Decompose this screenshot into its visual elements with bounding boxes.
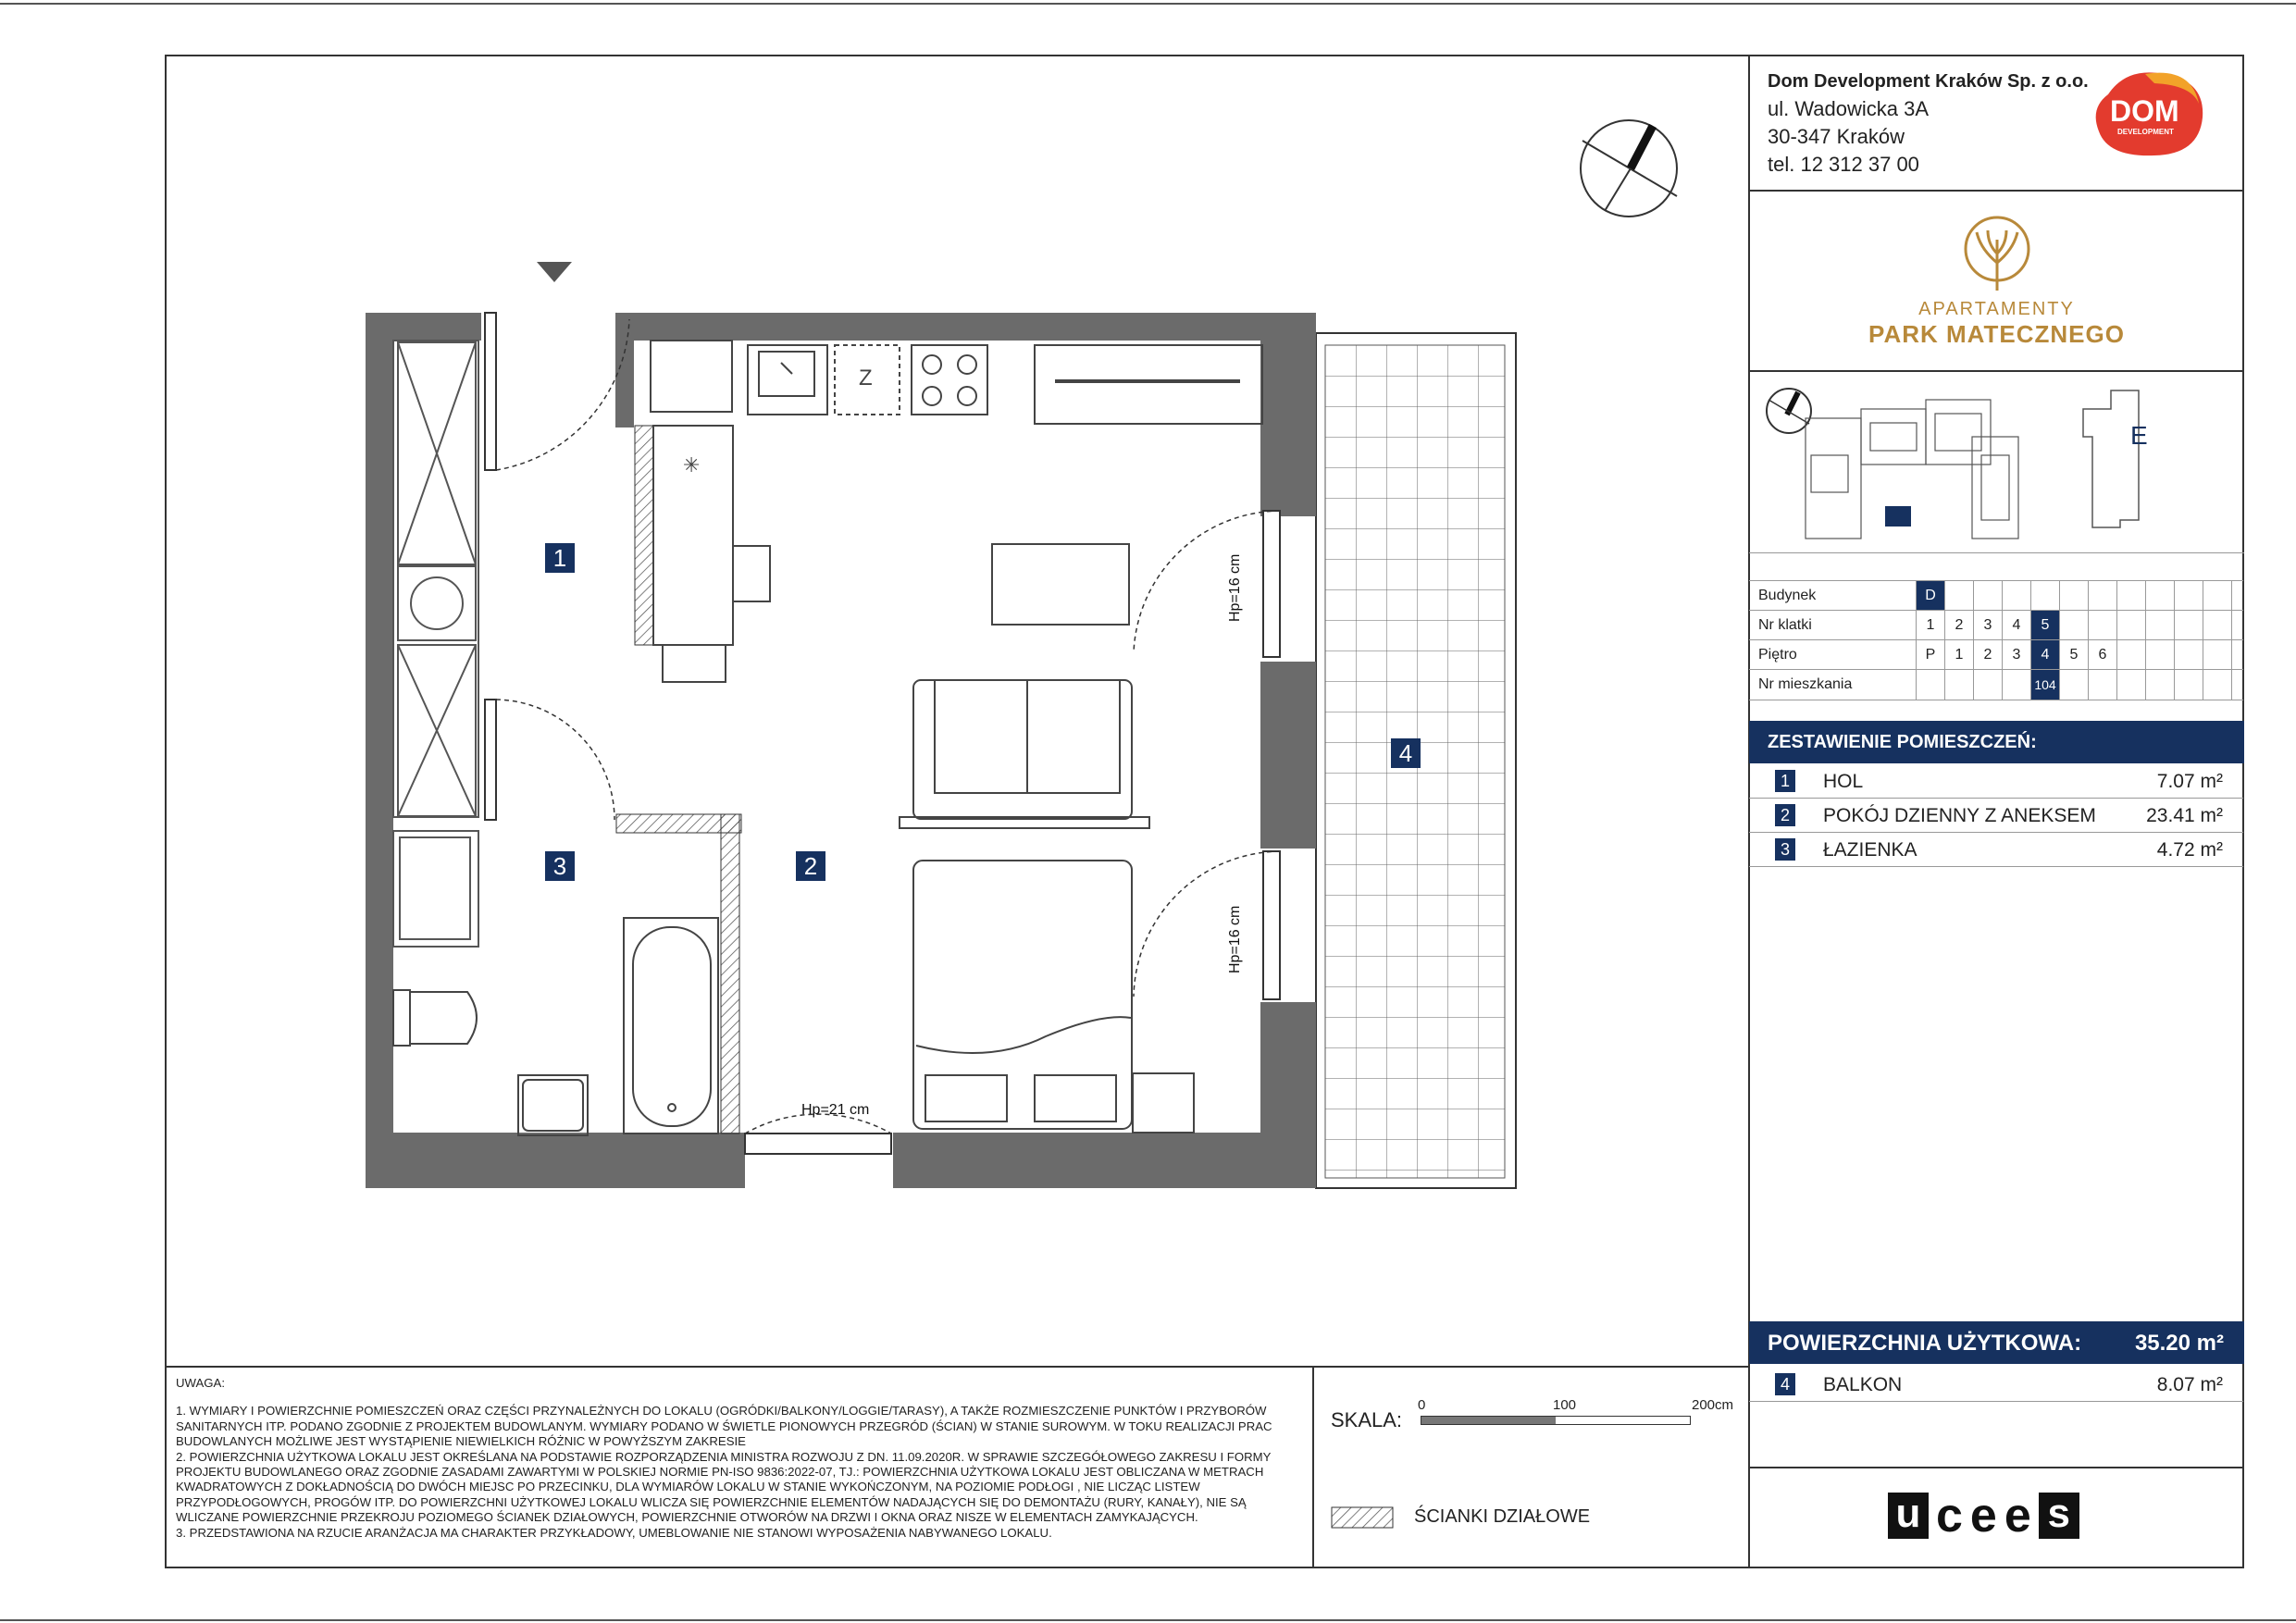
room-row-name: ŁAZIENKA bbox=[1823, 839, 1917, 861]
room-row-2 bbox=[1749, 799, 2243, 833]
staircase-cell-3: 3 bbox=[1973, 611, 2002, 640]
room-row-3 bbox=[1749, 833, 2243, 867]
usable-area-bar bbox=[1749, 1321, 2244, 1364]
staircase-cell-2: 2 bbox=[1944, 611, 1973, 640]
staircase-cell-4: 4 bbox=[2002, 611, 2030, 640]
kitchen bbox=[651, 341, 1262, 682]
compass bbox=[1581, 120, 1677, 217]
ucees-letter-e1: e bbox=[1969, 1489, 1997, 1542]
scale-tick-200: 200cm bbox=[1692, 1397, 1734, 1413]
doors bbox=[485, 313, 1280, 1154]
dom-logo-text: DOM bbox=[2110, 94, 2179, 128]
balcony-area: 8.07 m² bbox=[2156, 1374, 2223, 1395]
company-block bbox=[1768, 67, 2089, 179]
room-row-area: 7.07 m² bbox=[2156, 771, 2223, 792]
site-plan bbox=[1750, 372, 2244, 552]
row-staircase bbox=[1749, 610, 2243, 640]
room-row-area: 4.72 m² bbox=[2156, 839, 2223, 861]
panel-line-4 bbox=[1749, 1467, 2244, 1468]
living-furniture bbox=[900, 544, 1194, 1133]
dom-logo-subtext: DEVELOPMENT bbox=[2117, 128, 2174, 136]
building-label: Budynek bbox=[1758, 588, 1817, 603]
scale-tick-100: 100 bbox=[1553, 1397, 1577, 1413]
balcony-name: BALKON bbox=[1823, 1374, 1903, 1395]
room-row-area: 23.41 m² bbox=[2146, 805, 2223, 826]
ucees-logo bbox=[1888, 1489, 2079, 1542]
staircase-label: Nr klatki bbox=[1758, 617, 1812, 633]
rooms-summary-header: ZESTAWIENIE POMIESZCZEŃ: bbox=[1749, 721, 2244, 763]
ucees-letter-s: s bbox=[2039, 1493, 2079, 1539]
floor-label: Piętro bbox=[1758, 647, 1797, 663]
floor-cell-4: 4 bbox=[2030, 640, 2059, 670]
ucees-letter-e2: e bbox=[2004, 1489, 2031, 1542]
room-label-1: 1 bbox=[545, 543, 575, 573]
floor-cell-3: 3 bbox=[2002, 640, 2030, 670]
project-line1: APARTAMENTY bbox=[1918, 299, 2075, 319]
notes-paragraph-1: 1. WYMIARY I POWIERZCHNIE POMIESZCZEŃ ORAZ CZĘŚCI PRZYNALEŻNYCH DO LOKALU (OGRÓDKI/BALKONY/LOGGIE/TARASY), A TAKŻE ROZMIESZCZENIE PUNKTÓW I PRZYBORÓW SANITARNYCH ITP. PODANO ZGODNIE Z PROJEKTEM BUDOWLANYM. WYMIARY PODANO W ŚWIETLE PIONOWYCH PRZEGRÓD (ŚCIAN) W STANIE SUROWYM. W TOKU REALIZACJI PRAC BUDOWLANYCH MOŻLIWE JEST WYSTĄPIENIE NIEWIELKICH RÓŻNIC W POWYŻSZYM ZAKRESIE bbox=[176, 1404, 1272, 1449]
partition-legend-swatch bbox=[1331, 1506, 1396, 1530]
room-row-number: 3 bbox=[1775, 838, 1795, 861]
room-row-1 bbox=[1749, 764, 2243, 799]
building-cell-d: D bbox=[1916, 581, 1944, 611]
project-logo bbox=[1749, 192, 2244, 370]
room-row-name: HOL bbox=[1823, 771, 1864, 792]
ucees-letter-c: c bbox=[1936, 1489, 1963, 1542]
notes-paragraph-3: 3. PRZEDSTAWIONA NA RZUCIE ARANŻACJA MA CHARAKTER PRZYKŁADOWY, UMEBLOWANIE NIE STANOWI WYPOSAŻENIA NABYWANEGO LOKALU. bbox=[176, 1525, 1052, 1540]
company-phone: tel. 12 312 37 00 bbox=[1768, 153, 1919, 176]
room-label-4: 4 bbox=[1391, 738, 1421, 768]
notes-block bbox=[176, 1376, 1296, 1541]
scale-bar bbox=[1421, 1416, 1691, 1425]
partition-walls bbox=[615, 313, 741, 1134]
company-name: Dom Development Kraków Sp. z o.o. bbox=[1768, 71, 2089, 92]
hp-label-balcony-door-1: Hp=16 cm bbox=[1227, 553, 1243, 622]
floor-cell-5: 5 bbox=[2059, 640, 2088, 670]
floor-cell-2: 2 bbox=[1973, 640, 2002, 670]
project-line2: PARK MATECZNEGO bbox=[1868, 320, 2125, 348]
room-row-number: 2 bbox=[1775, 804, 1795, 826]
row-apartment bbox=[1749, 669, 2243, 700]
staircase-cell-1: 1 bbox=[1916, 611, 1944, 640]
hp-label-balcony-door-2: Hp=16 cm bbox=[1227, 905, 1243, 973]
company-city: 30-347 Kraków bbox=[1768, 125, 1905, 148]
usable-area-value: 35.20 m² bbox=[2134, 1331, 2224, 1356]
scale-bar-filled bbox=[1421, 1417, 1556, 1424]
company-street: ul. Wadowicka 3A bbox=[1768, 97, 1930, 120]
fixture-letter: Z bbox=[859, 365, 873, 390]
bathroom-fixtures bbox=[393, 918, 718, 1135]
row-floor bbox=[1749, 639, 2243, 670]
site-plan-building-label: E bbox=[2130, 421, 2148, 450]
row-building bbox=[1749, 580, 2243, 611]
balcony-number: 4 bbox=[1775, 1373, 1795, 1395]
apartment-number: 104 bbox=[2030, 670, 2059, 700]
room-row-name: POKÓJ DZIENNY Z ANEKSEM bbox=[1823, 805, 2096, 826]
usable-area-label: POWIERZCHNIA UŻYTKOWA: bbox=[1768, 1331, 2082, 1356]
dom-development-logo bbox=[2090, 67, 2208, 159]
scale-label: SKALA: bbox=[1331, 1408, 1403, 1431]
apartment-label: Nr mieszkania bbox=[1758, 676, 1853, 692]
room-label-3: 3 bbox=[545, 851, 575, 881]
wardrobe bbox=[393, 341, 478, 947]
staircase-cell-5: 5 bbox=[2030, 611, 2059, 640]
hp-label-window: Hp=21 cm bbox=[801, 1102, 870, 1118]
balcony-row bbox=[1749, 1368, 2243, 1402]
entrance-arrow bbox=[537, 262, 572, 282]
room-label-2: 2 bbox=[796, 851, 825, 881]
floor-cell-6: 6 bbox=[2088, 640, 2116, 670]
scale-tick-0: 0 bbox=[1418, 1397, 1426, 1413]
floor-cell-p: P bbox=[1916, 640, 1944, 670]
partition-legend-label: ŚCIANKI DZIAŁOWE bbox=[1414, 1506, 1591, 1527]
notes-paragraph-2: 2. POWIERZCHNIA UŻYTKOWA LOKALU JEST OKREŚLANA NA PODSTAWIE ROZPORZĄDZENIA MINISTRA ROZWOJU Z DN. 11.09.2020R. W SPRAWIE SZCZEGÓŁOWEGO ZAKRESU I FORMY PROJEKTU BUDOWLANEGO ORAZ ZGODNIE ZASADAMI ZAWARTYMI W POLSKIEJ NORMIE PN-ISO 9836:2022-07, TJ.: POWIERZCHNIA UŻYTKOWA LOKALU JEST OBLICZANA W METRACH KWADRATOWYCH Z DOKŁADNOŚCIĄ DO DWÓCH MIEJSC PO PRZECINKU, DLA WYMIARÓW LOKALU W STANIE WYKOŃCZONYM, NA POZIOMIE PODŁOGI , NIE LICZĄC LISTEW PRZYPODŁOGOWYCH, PROGÓW ITP. DO POWIERZCHNI UŻYTKOWEJ LOKALU WLICZA SIĘ POWIERZCHNIE ELEMENTÓW NADAJĄCYCH SIĘ DO DEMONTAŻU (RURY, KANAŁY), NIE SĄ WLICZANE POWIERZCHNIE PRZEKROJU POZIOMEGO ŚCIANEK DZIAŁOWYCH, POWIERZCHNIE OTWORÓW NA DRZWI I OKNA ORAZ NISZE W ELEMENTACH ZAMYKAJĄCYCH. bbox=[176, 1449, 1272, 1525]
notes-title: UWAGA: bbox=[176, 1376, 225, 1390]
floor-cell-1: 1 bbox=[1944, 640, 1973, 670]
panel-line-3 bbox=[1749, 552, 2244, 553]
ucees-letter-u: u bbox=[1888, 1493, 1929, 1539]
tree-icon bbox=[1960, 212, 2034, 300]
room-row-number: 1 bbox=[1775, 770, 1795, 792]
fridge-symbol: ✳ bbox=[683, 453, 701, 477]
exterior-walls bbox=[366, 313, 1316, 1188]
